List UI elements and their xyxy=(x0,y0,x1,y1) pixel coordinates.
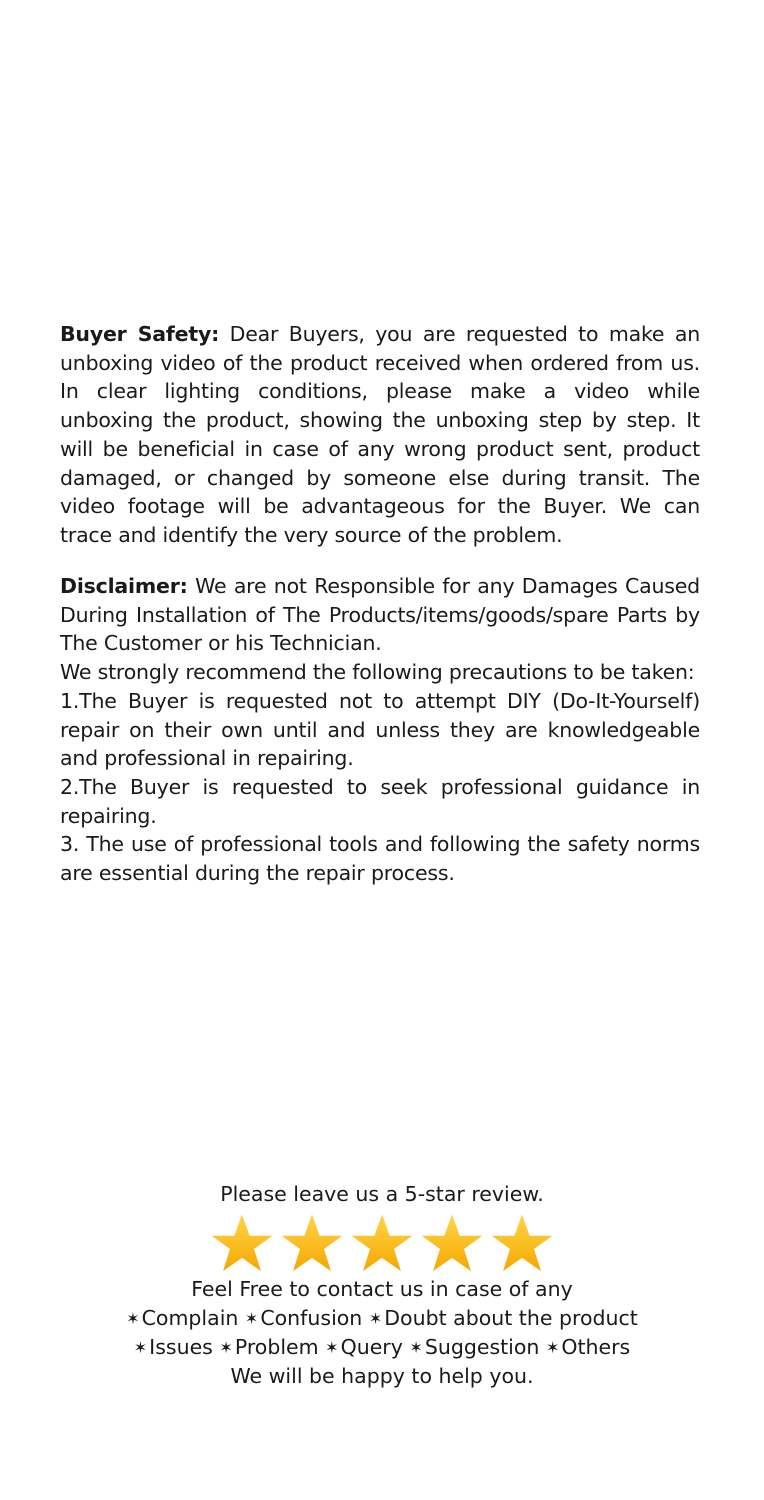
review-prompt: Please leave us a 5-star review. xyxy=(220,1182,544,1206)
topic-label: Complain xyxy=(141,1306,239,1330)
topic-label: Doubt about the product xyxy=(384,1306,638,1330)
topic-label: Confusion xyxy=(260,1306,363,1330)
closing-line: We will be happy to help you. xyxy=(230,1364,534,1388)
buyer-safety-heading: Buyer Safety: xyxy=(60,322,220,346)
topics-row xyxy=(0,1304,764,1333)
recommend-line: We strongly recommend the following precautions to be taken: xyxy=(60,660,695,685)
topic-item xyxy=(546,1335,630,1359)
star-icon xyxy=(210,1213,274,1273)
disclaimer-heading: Disclaimer: xyxy=(60,574,188,598)
disclaimer-paragraph xyxy=(60,572,700,658)
buyer-safety-section xyxy=(60,320,700,550)
topics-row xyxy=(0,1333,764,1362)
bullet-star-icon: ✶ xyxy=(126,1309,140,1328)
topic-label: Others xyxy=(561,1335,631,1359)
star-icon xyxy=(350,1213,414,1273)
topic-label: Issues xyxy=(149,1335,213,1359)
disclaimer-text: We are not Responsible for any Damages Caused During Installation of The Products/items/goods/spare Parts by The Customer or his Technician. xyxy=(60,574,700,656)
contact-line: Feel Free to contact us in case of any xyxy=(191,1277,573,1301)
topic-label: Suggestion xyxy=(424,1335,540,1359)
buyer-safety-paragraph xyxy=(60,320,700,550)
buyer-safety-text: Dear Buyers, you are requested to make an unboxing video of the product received when ordered from us. In clear lighting conditions, please make a video while unboxing the product, showing the unboxing step by step. It will be beneficial in case of any wrong product sent, product damaged, or changed by someone else during transit. The video footage will be advantageous for the Buyer. We can trace and identify the very source of the problem. xyxy=(60,322,700,547)
star-icon xyxy=(280,1213,344,1273)
precaution-item: 3. The use of professional tools and following the safety norms are essential during the repair process. xyxy=(60,832,700,886)
bullet-star-icon: ✶ xyxy=(219,1338,233,1357)
topic-item xyxy=(134,1335,213,1359)
precaution-item: 2.The Buyer is requested to seek professional guidance in repairing. xyxy=(60,774,700,828)
star-icon xyxy=(490,1213,554,1273)
topic-item xyxy=(126,1306,238,1330)
bullet-star-icon: ✶ xyxy=(409,1338,423,1357)
topic-label: Query xyxy=(340,1335,403,1359)
five-star-rating xyxy=(0,1213,764,1273)
bullet-star-icon: ✶ xyxy=(545,1338,560,1357)
bullet-star-icon: ✶ xyxy=(244,1309,259,1328)
topic-item xyxy=(409,1335,539,1359)
topic-label: Problem xyxy=(234,1335,319,1359)
topic-item xyxy=(325,1335,403,1359)
bullet-star-icon: ✶ xyxy=(133,1338,148,1357)
precaution-item: 1.The Buyer is requested not to attempt DIY (Do-It-Yourself) repair on their own until and unless they are knowledgeable and professional in repairing. xyxy=(60,688,700,771)
bullet-star-icon: ✶ xyxy=(368,1309,383,1328)
topic-item xyxy=(369,1306,638,1330)
star-icon xyxy=(420,1213,484,1273)
review-section xyxy=(0,1180,764,1391)
bullet-star-icon: ✶ xyxy=(325,1338,339,1357)
topic-item xyxy=(219,1335,318,1359)
topic-item xyxy=(245,1306,362,1330)
disclaimer-section xyxy=(60,572,700,888)
